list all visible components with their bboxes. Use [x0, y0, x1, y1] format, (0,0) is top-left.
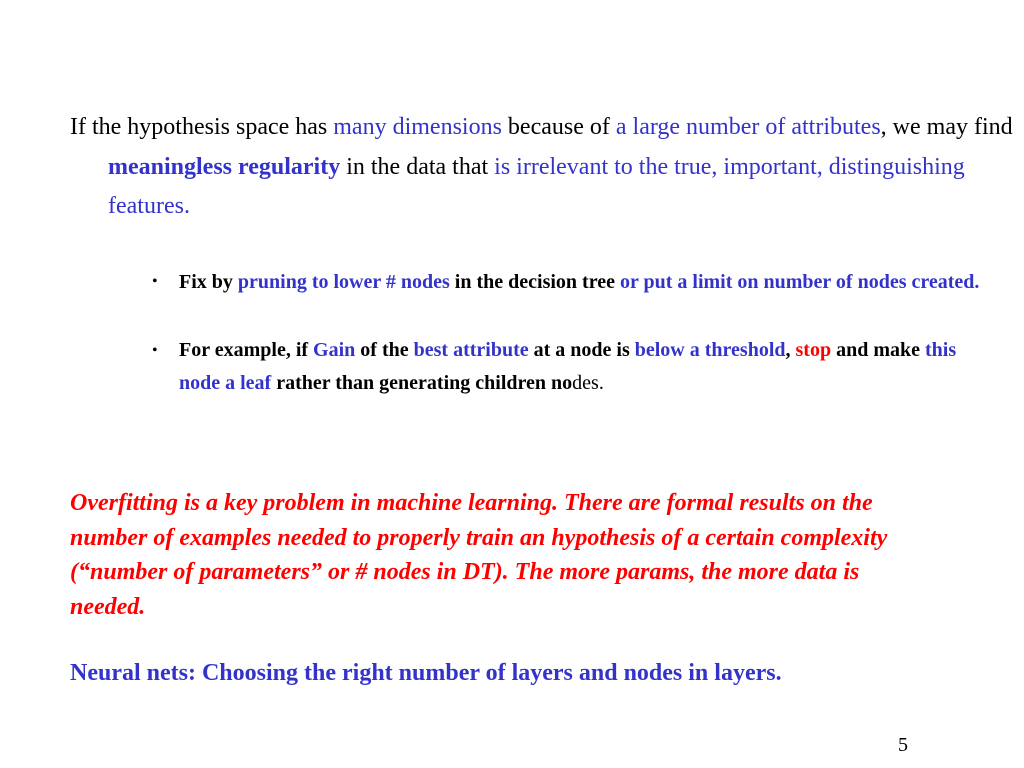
intro-highlight-dimensions: many dimensions [333, 114, 502, 140]
bullet-1-highlight-limit: or put a limit on number of nodes created. [619, 271, 980, 293]
intro-text-2: because of [501, 114, 616, 140]
neural-nets-paragraph: Neural nets: Choosing the right number of layers and nodes in layers. [70, 660, 782, 686]
bullet-2-text-6: rather than generating children no [271, 372, 573, 394]
intro-highlight-attributes: a large number of attributes [615, 114, 881, 140]
intro-text-1: If the hypothesis space has [70, 114, 334, 140]
intro-highlight-irrelevant: is irrelevant to the true, important, distinguishing features. [108, 153, 965, 219]
bullet-2-text-1: For example, if [179, 339, 314, 361]
bullet-2-text-5: and make [831, 339, 925, 361]
bullet-2-highlight-leaf: this node a leaf [179, 339, 957, 394]
bullet-list [150, 264, 990, 400]
bullet-1-text-2: in the decision tree [449, 271, 620, 293]
intro-highlight-regularity: meaningless regularity [108, 153, 341, 180]
intro-paragraph [70, 108, 1024, 227]
intro-text-3: , we may find [880, 114, 1013, 140]
overfitting-paragraph: Overfitting is a key problem in machine learning. There are formal results on the number of examples needed to properly train an hypothesis of a certain complexity (“number of parameters” or # nodes in DT). The more params, the more data is needed. [70, 490, 888, 620]
bullet-2-text-2: of the [355, 339, 414, 361]
bullet-2-text-4: , [785, 339, 796, 361]
bullet-1-highlight-pruning: pruning to lower # nodes [237, 271, 450, 293]
bullet-dot-icon: • [152, 273, 158, 290]
bullet-2-highlight-best-attribute: best attribute [413, 339, 529, 361]
bullet-item-pruning [150, 264, 990, 300]
bullet-1-text-1: Fix by [179, 271, 238, 293]
bullet-2-highlight-threshold: below a threshold [634, 339, 786, 361]
bullet-2-highlight-gain: Gain [313, 339, 356, 361]
intro-text-4: in the data that [340, 153, 495, 180]
bullet-2-highlight-stop: stop [795, 339, 832, 361]
bullet-2-text-7: des. [572, 372, 604, 394]
bullet-2-text-3: at a node is [528, 339, 635, 361]
page-number: 5 [898, 734, 908, 756]
bullet-dot-icon: • [152, 342, 158, 359]
bullet-item-example [150, 334, 990, 400]
